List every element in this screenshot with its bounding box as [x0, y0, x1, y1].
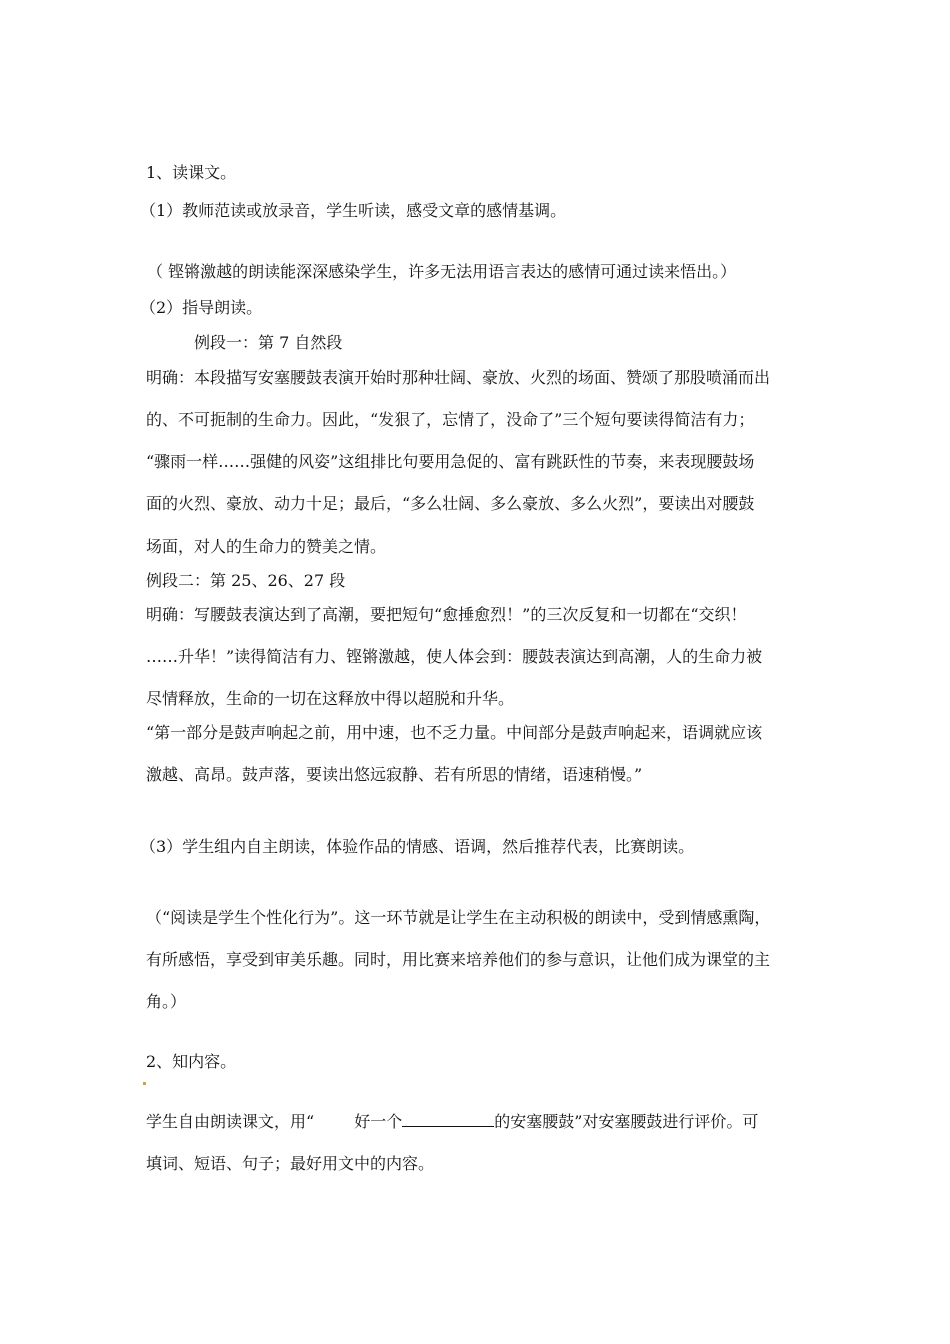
section-2-heading: 2、知内容。 — [146, 1052, 237, 1071]
section-2-line-2: 填词、短语、句子；最好用文中的内容。 — [146, 1154, 435, 1173]
example-2-title: 例段二：第 25、26、27 段 — [146, 571, 346, 590]
section-2-line-1-prefix: 学生自由朗读课文，用“ — [146, 1112, 315, 1131]
step-1-text: （1）教师范读或放录音，学生听读，感受文章的感情基调。 — [140, 201, 567, 220]
teaching-note-line-3: 角。） — [146, 992, 187, 1011]
example-1-line-3: “骤雨一样……强健的风姿”这组排比句要用急促的、富有跳跃性的节奏，来表现腰鼓场 — [146, 452, 755, 471]
section-2-line-1-phrase: 好一个 — [354, 1112, 403, 1131]
example-1-line-5: 场面，对人的生命力的赞美之情。 — [146, 537, 387, 556]
step-1-note: （ 铿锵激越的朗读能深深感染学生，许多无法用语言表达的感情可通过读来悟出。） — [147, 262, 737, 281]
step-3-text: （3）学生组内自主朗读，体验作品的情感、语调，然后推荐代表，比赛朗读。 — [140, 837, 695, 856]
example-2-line-1: 明确：写腰鼓表演达到了高潮，要把短句“愈捶愈烈！”的三次反复和一切都在“交织！ — [146, 605, 747, 624]
step-2-text: （2）指导朗读。 — [140, 298, 263, 317]
stray-mark — [143, 1082, 146, 1085]
quote-line-2: 激越、高昂。鼓声落，要读出悠远寂静、若有所思的情绪，语速稍慢。” — [146, 765, 643, 784]
section-2-line-1 — [146, 1112, 758, 1132]
example-1-title: 例段一：第 7 自然段 — [194, 333, 343, 352]
section-1-heading: 1、读课文。 — [146, 163, 237, 182]
example-1-line-1: 明确：本段描写安塞腰鼓表演开始时那种壮阔、豪放、火烈的场面、赞颂了那股喷涌而出 — [146, 368, 771, 387]
quote-line-1: “第一部分是鼓声响起之前，用中速，也不乏力量。中间部分是鼓声响起来，语调就应该 — [146, 723, 763, 742]
example-2-line-3: 尽情释放，生命的一切在这释放中得以超脱和升华。 — [146, 689, 515, 708]
section-2-line-1-suffix: 的安塞腰鼓”对安塞腰鼓进行评价。可 — [494, 1112, 759, 1131]
teaching-note-line-2: 有所感悟，享受到审美乐趣。同时，用比赛来培养他们的参与意识，让他们成为课堂的主 — [146, 950, 771, 969]
fill-in-blank — [402, 1112, 494, 1127]
example-2-line-2: ……升华！”读得简洁有力、铿锵激越，使人体会到：腰鼓表演达到高潮，人的生命力被 — [146, 647, 763, 666]
example-1-line-2: 的、不可扼制的生命力。因此，“发狠了，忘情了，没命了”三个短句要读得简洁有力； — [146, 410, 755, 429]
example-1-line-4: 面的火烈、豪放、动力十足；最后，“多么壮阔、多么豪放、多么火烈”，要读出对腰鼓 — [146, 494, 755, 513]
teaching-note-line-1: （“阅读是学生个性化行为”。这一环节就是让学生在主动积极的朗读中，受到情感熏陶， — [146, 908, 771, 927]
